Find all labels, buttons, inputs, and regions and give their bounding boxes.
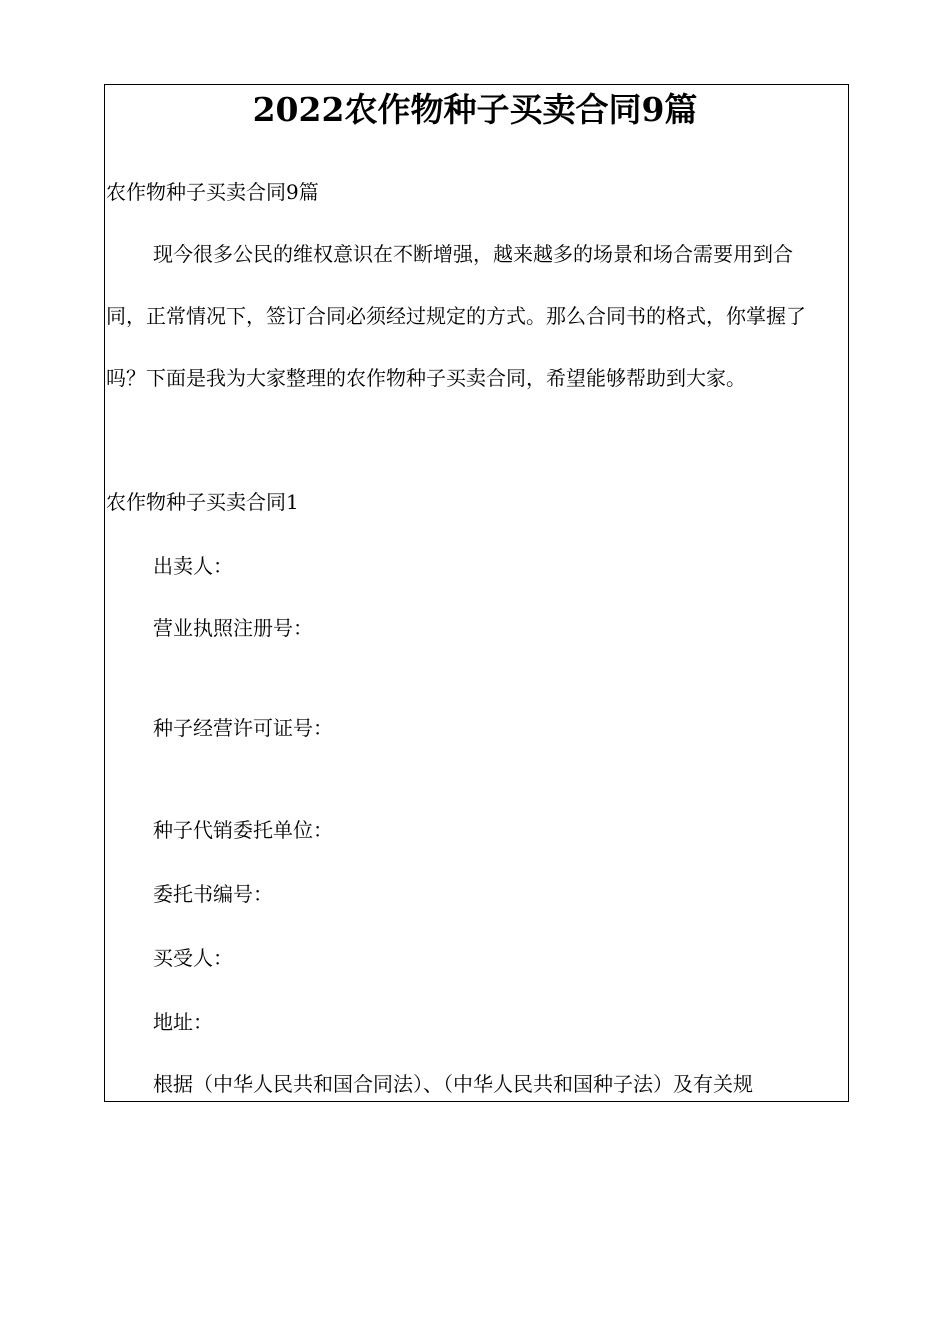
field-buyer: 买受人： [153, 946, 233, 970]
closing-line: 根据（中华人民共和国合同法）、（中华人民共和国种子法）及有关规 [153, 1072, 753, 1096]
section-heading: 农作物种子买卖合同1 [106, 490, 299, 514]
frame-tick [848, 420, 849, 460]
frame-tick [104, 420, 105, 460]
field-consignment-unit: 种子代销委托单位： [153, 818, 333, 842]
frame-tick [104, 646, 105, 686]
field-authorization-number: 委托书编号： [153, 882, 273, 906]
document-subtitle: 农作物种子买卖合同9篇 [106, 180, 319, 204]
field-address: 地址： [153, 1010, 213, 1034]
field-seed-license: 种子经营许可证号： [153, 716, 333, 740]
field-business-license: 营业执照注册号： [153, 616, 313, 640]
frame-tick [104, 748, 105, 788]
field-seller: 出卖人： [153, 554, 233, 578]
frame-tick [848, 748, 849, 788]
intro-line-3: 吗？下面是我为大家整理的农作物种子买卖合同，希望能够帮助到大家。 [106, 366, 746, 390]
intro-line-1: 现今很多公民的维权意识在不断增强，越来越多的场景和场合需要用到合 [153, 242, 793, 266]
document-title: 2022农作物种子买卖合同9篇 [252, 90, 698, 129]
intro-line-2: 同，正常情况下，签订合同必须经过规定的方式。那么合同书的格式，你掌握了 [106, 304, 806, 328]
frame-tick [848, 646, 849, 686]
